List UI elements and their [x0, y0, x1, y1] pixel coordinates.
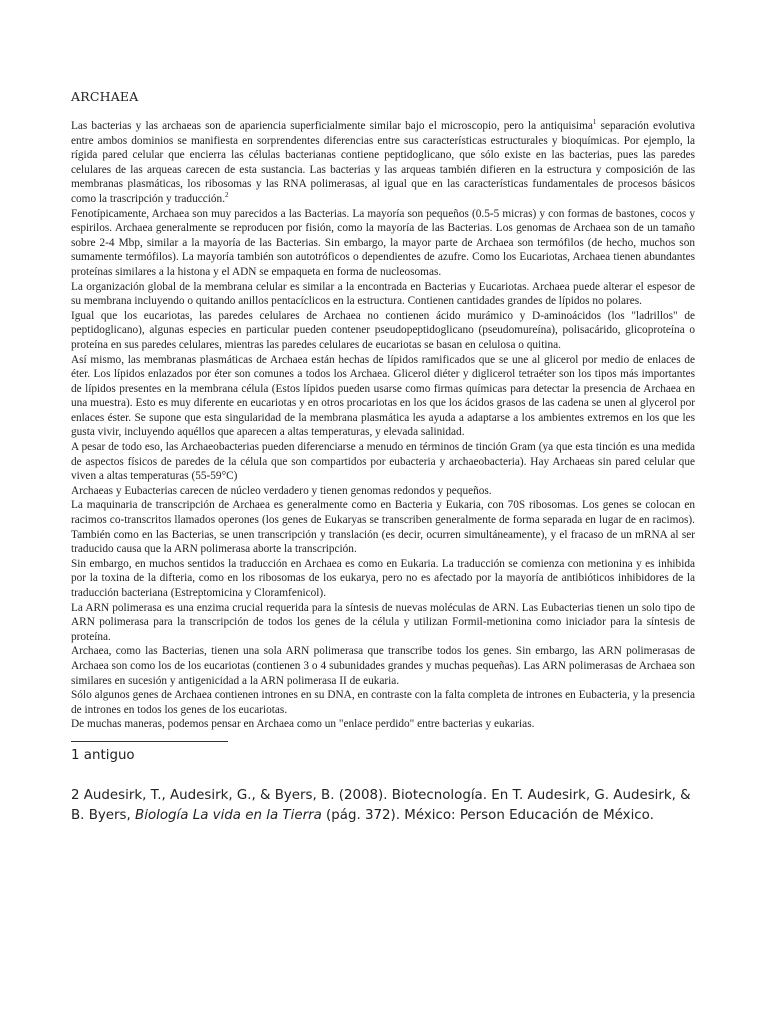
document-body [71, 119, 695, 732]
document-page [71, 89, 695, 826]
footnote-2-book-title: Biología La vida en la Tierra [135, 807, 322, 823]
paragraph-4: Igual que los eucariotas, las paredes celulares de Archaea no contienen ácido murámico y D-aminoácidos (los "ladrillos" de peptidoglicano), algunas especies en particular pueden contener pseudopeptidoglicano (pseudomureína), polisacárido, glicoproteína o proteína en sus paredes celulares, mientras las paredes celulares de eucariotas se basan en celulosa o quitina. [71, 309, 695, 351]
paragraph-1 [71, 119, 695, 207]
document-title: ARCHAEA [71, 89, 139, 104]
footnote-ref-2: 2 [225, 191, 229, 200]
paragraph-7: Archaeas y Eubacterias carecen de núcleo verdadero y tienen genomas redondos y pequeños. [71, 484, 492, 497]
footnote-2 [71, 786, 695, 826]
footnote-ref-1: 1 [592, 118, 597, 127]
footnote-1: 1 antiguo [71, 747, 135, 763]
paragraph-13: De muchas maneras, podemos pensar en Archaea como un "enlace perdido" entre bacterias y eukarias. [71, 718, 535, 731]
paragraph-3: La organización global de la membrana celular es similar a la encontrada en Bacterias y Eucariotas. Archaea puede alterar el espesor de su membrana incluyendo o quitando anillos pentacíclicos en la estructura. Contienen cantidades grandes de lípidos no polares. [71, 280, 695, 308]
footnote-separator [71, 741, 228, 742]
paragraph-2: Fenotípicamente, Archaea son muy parecidos a las Bacterias. La mayoría son pequeños (0.5-5 micras) y con formas de bastones, cocos y espirilos. Archaea generalmente se reproducen por fisión, como la mayoría de las Bacterias. Los genomas de Archaea son de un tamaño sobre 2-4 Mbp, similar a la mayoría de las Bacterias. Sin embargo, la mayor parte de Archaea son termófilos (de hecho, muchos son sumamente termófilos). La mayoría también son autotróficos o dependientes de azufre. Como los Eucariotas, Archaea tienen abundantes proteínas similares a la histona y el ADN se empaqueta en forma de nucleosomas. [71, 207, 695, 278]
paragraph-5: Así mismo, las membranas plasmáticas de Archaea están hechas de lípidos ramificados que se une al glicerol por medio de enlaces de éter. Los lípidos enlazados por éter son comunes a todos los Archaea. Glicerol diéter y diglicerol tetraéter son los tipos más importantes de lípidos presentes en la membrana célula (Estos lípidos pueden usarse como firmas químicas para detectar la presencia de Archaea en una muestra). Esto es muy diferente en eucariotas y en otros procariotas en los que los ácidos grasos de las cadena se unen al glycerol por enlaces éster. Se supone que esta singularidad de la membrana plasmática les ayuda a adaptarse a los ambientes extremos en los que les gusta vivir, incluyendo aquéllos que aparecen a altas temperaturas, y elevada salinidad. [71, 353, 695, 439]
paragraph-1-text-a: Las bacterias y las archaeas son de apariencia superficialmente similar bajo el microscopio, pero la antiquisima [71, 120, 593, 132]
paragraph-9: Sin embargo, en muchos sentidos la traducción en Archaea es como en Eukaria. La traducción se comienza con metionina y es inhibida por la toxina de la difteria, como en los ribosomas de los eukarya, pero no es afectado por la mayoría de antibióticos inhibidores de la traducción bacteriana (Estreptomicina y Cloramfenicol). [71, 557, 695, 599]
footnote-2-text-b: (pág. 372). México: Person Educación de México. [321, 807, 654, 823]
paragraph-8: La maquinaria de transcripción de Archaea es generalmente como en Bacteria y Eukaria, con 70S ribosomas. Los genes se colocan en racimos co-transcritos llamados operones (los genes de Eukaryas se transcriben generalmente de forma separada en lugar de en racimos). También como en las Bacterias, se unen transcripción y translación (es decir, ocurren simultáneamente), y el fracaso de un mRNA al ser traducido causa que la ARN polimerasa aborte la transcripción. [71, 499, 695, 556]
paragraph-6: A pesar de todo eso, las Archaeobacterias pueden diferenciarse a menudo en términos de tinción Gram (ya que esta tinción es una medida de aspectos físicos de paredes de la célula que son compartidos por eubacteria y archaeobacteria). Hay Archaeas sin pared celular que viven a altas temperaturas (55-59°C) [71, 441, 695, 483]
paragraph-1-text-b: separación evolutiva entre ambos dominios se manifiesta en sorprendentes diferencias entre sus características estructurales y bioquímicas. Por ejemplo, la rígida pared celular que encierra las células bacterianas contiene peptidoglicano, que sólo existe en las bacterias, pues las paredes celulares de las arqueas carecen de esta sustancia. Las bacterias y las arqueas también difieren en la estructura y composición de las membranas plasmáticas, los ribosomas y las RNA polimerasas, al igual que en las características fundamentales de procesos básicos como la trascripción y traducción. [71, 120, 695, 205]
footnote-2-text-a: 2 Audesirk, T., Audesirk, G., & Byers, B. (2008). Biotecnología. En T. Audesirk, G. Audesirk, & B. Byers, [71, 787, 691, 823]
paragraph-12: Sólo algunos genes de Archaea contienen intrones en su DNA, en contraste con la falta completa de intrones en Eubacteria, y la presencia de intrones en todos los genes de los eucariotas. [71, 689, 695, 716]
paragraph-11: Archaea, como las Bacterias, tienen una sola ARN polimerasa que transcribe todos los genes. Sin embargo, las ARN polimerasas de Archaea son como los de los eucariotas (contienen 3 o 4 subunidades grandes y muchas pequeñas). Las ARN polimerasas de Archaea son similares en sucesión y antigenicidad a la ARN polimerasa II de eukaria. [71, 645, 695, 687]
paragraph-10: La ARN polimerasa es una enzima crucial requerida para la síntesis de nuevas moléculas de ARN. Las Eubacterias tienen un solo tipo de ARN polimerasa para la transcripción de todos los genes de la célula y utilizan Formil-metionina como iniciador para la síntesis de proteína. [71, 601, 695, 643]
